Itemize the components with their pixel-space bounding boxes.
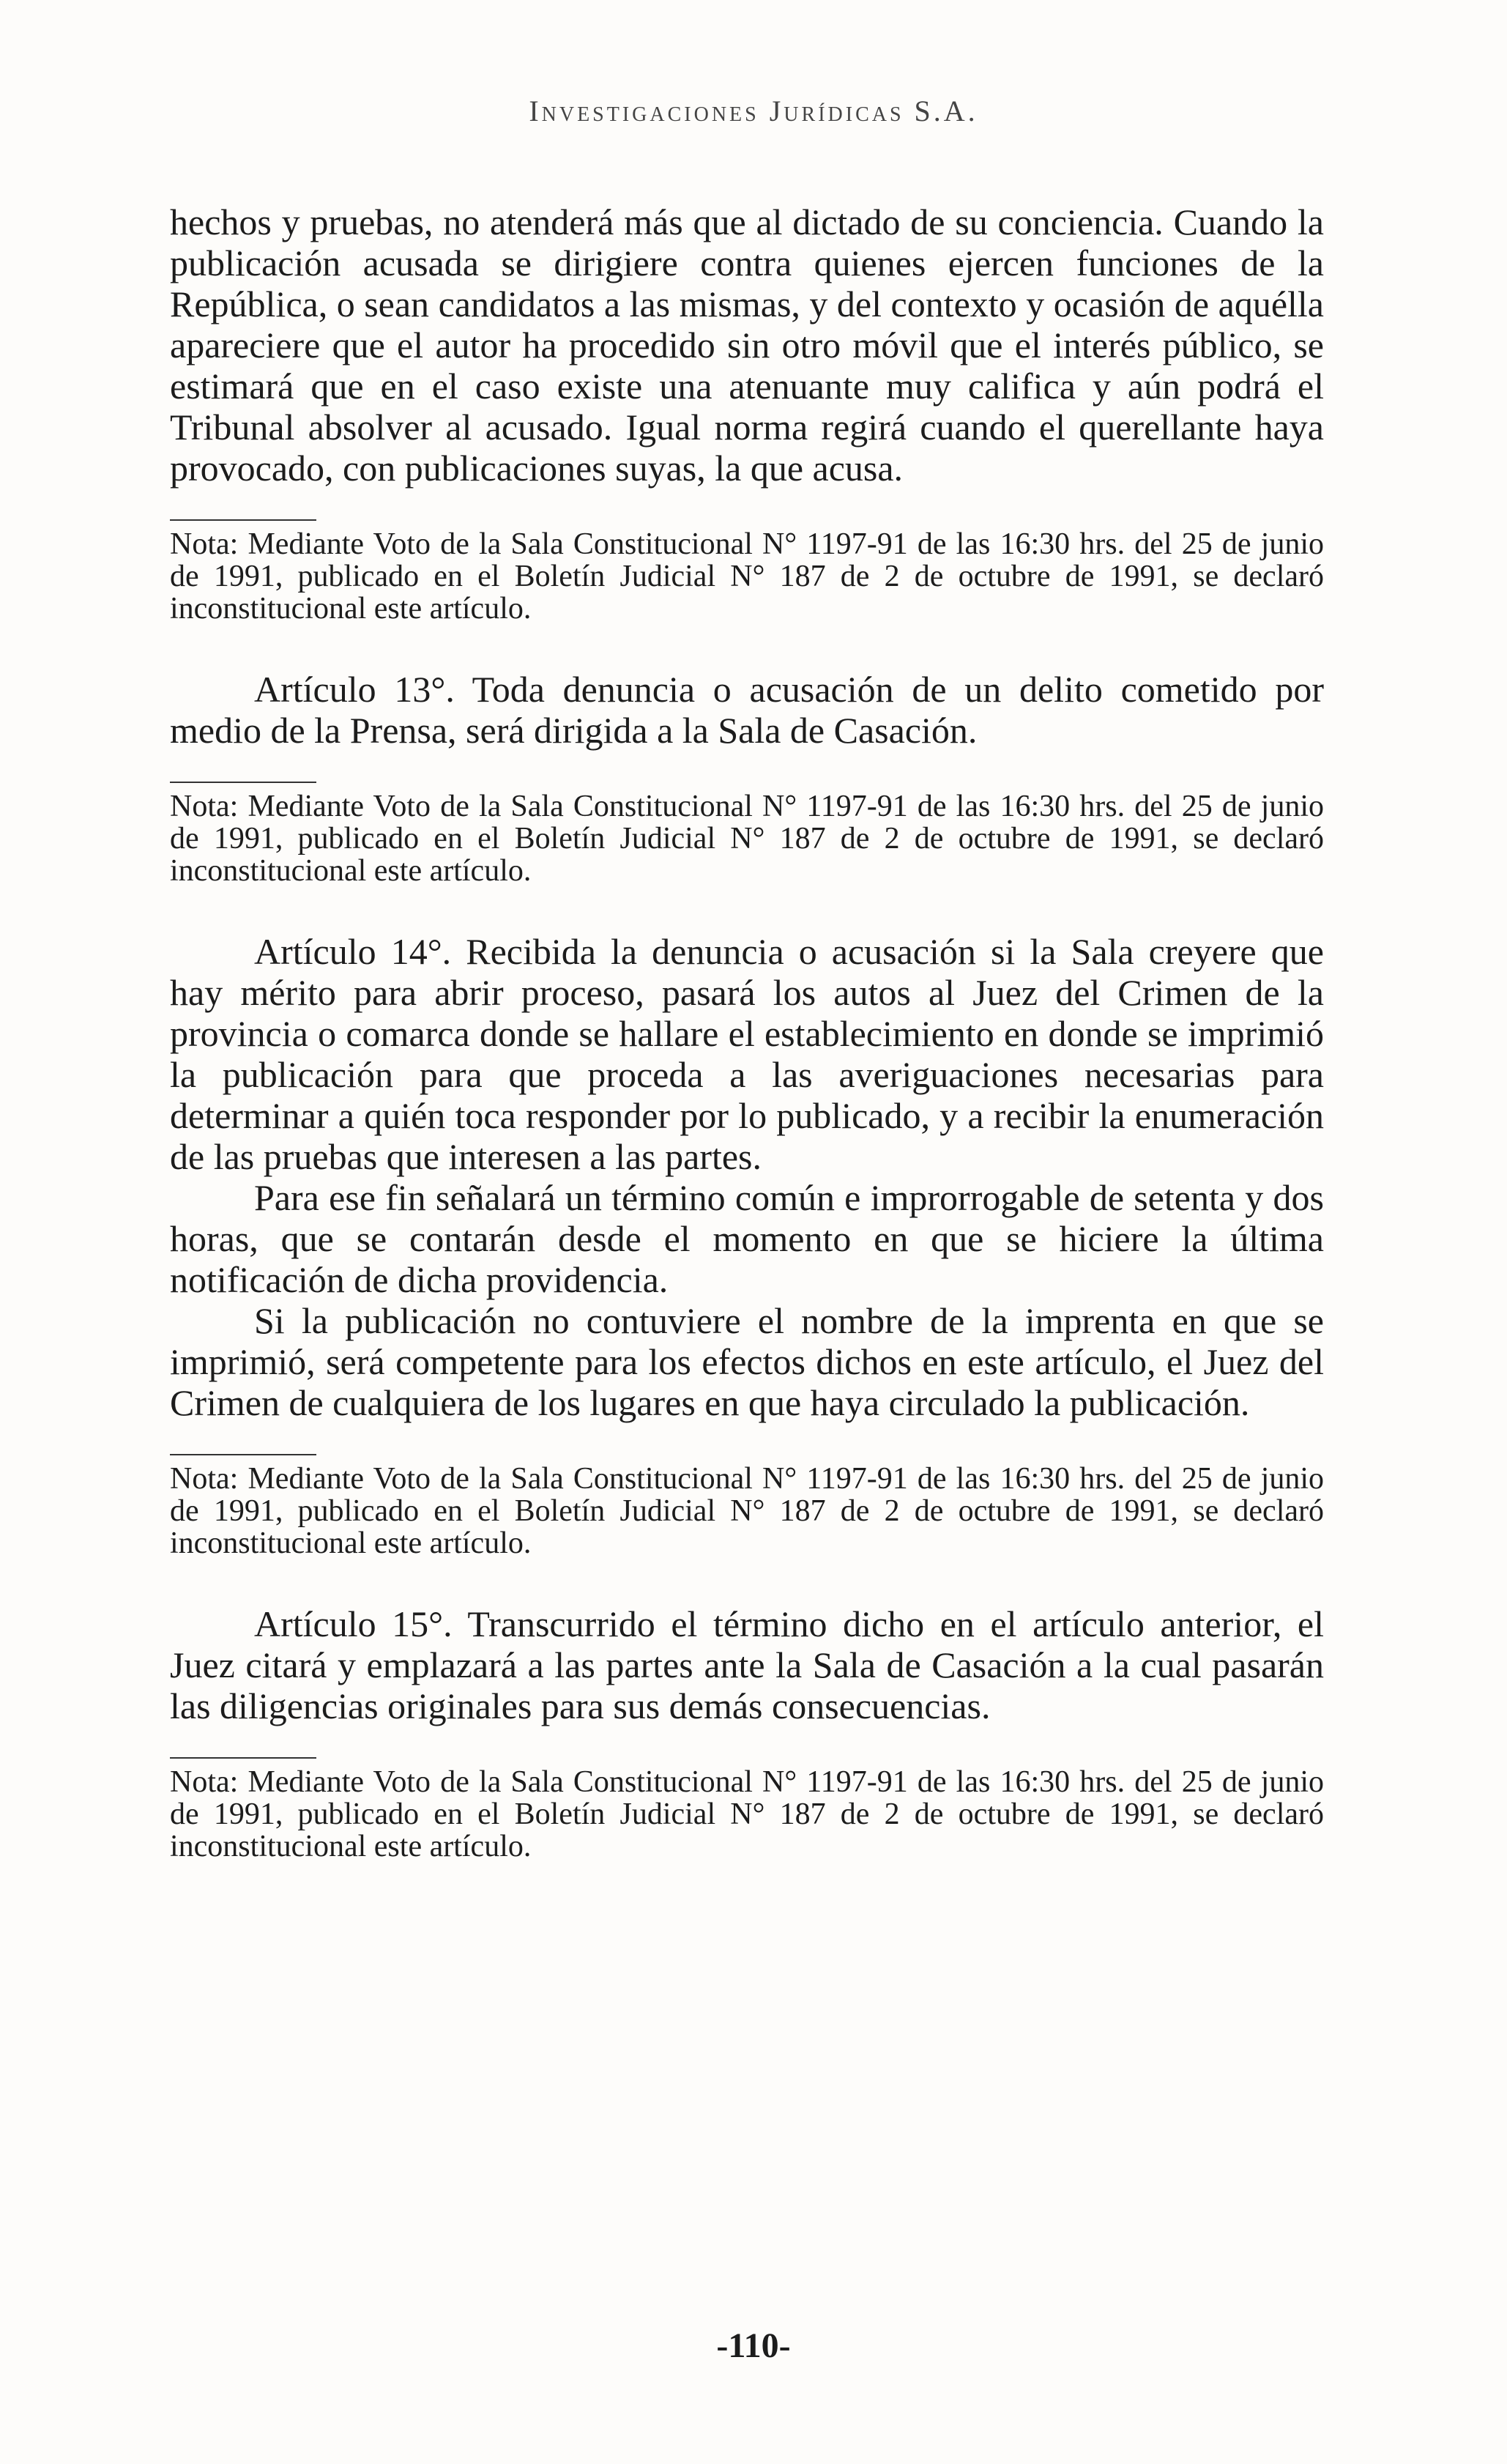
footnote-3 [170, 1454, 1324, 1559]
article-14-paragraph-1: Artículo 14°. Recibida la denuncia o acusación si la Sala creyere que hay mérito para abrir proceso, pasará los autos al Juez del Crimen de la provincia o comarca donde se hallare el establecimiento en donde se imprimió la publicación para que proceda a las averiguaciones necesarias para determinar a quién toca responder por lo publicado, y a recibir la enumeración de las pruebas que interesen a las partes. [170, 931, 1324, 1177]
footnote-text: Nota: Mediante Voto de la Sala Constitucional N° 1197-91 de las 16:30 hrs. del 25 de junio de 1991, publicado en el Boletín Judicial N° 187 de 2 de octubre de 1991, se declaró inconstitucional este artículo. [170, 790, 1324, 888]
footnote-rule [170, 519, 316, 521]
footnote-1 [170, 519, 1324, 625]
footnote-4 [170, 1757, 1324, 1863]
running-header: Investigaciones Jurídicas S.A. [529, 94, 978, 127]
article-14-paragraph-3: Si la publicación no contuviere el nombre de la imprenta en que se imprimió, será competente para los efectos dichos en este artículo, el Juez del Crimen de cualquiera de los lugares en que haya circulado la publicación. [170, 1300, 1324, 1423]
article-15: Artículo 15°. Transcurrido el término dicho en el artículo anterior, el Juez citará y emplazará a las partes ante la Sala de Casación a la cual pasarán las diligencias originales para sus demás consecuencias. [170, 1603, 1324, 1726]
page-number: -110- [716, 2326, 791, 2365]
footnote-rule [170, 1757, 316, 1759]
footnote-text: Nota: Mediante Voto de la Sala Constitucional N° 1197-91 de las 16:30 hrs. del 25 de junio de 1991, publicado en el Boletín Judicial N° 187 de 2 de octubre de 1991, se declaró inconstitucional este artículo. [170, 1462, 1324, 1560]
article-13: Artículo 13°. Toda denuncia o acusación de un delito cometido por medio de la Prensa, será dirigida a la Sala de Casación. [170, 669, 1324, 751]
footnote-text: Nota: Mediante Voto de la Sala Constitucional N° 1197-91 de las 16:30 hrs. del 25 de junio de 1991, publicado en el Boletín Judicial N° 187 de 2 de octubre de 1991, se declaró inconstitucional este artículo. [170, 1765, 1324, 1863]
footnote-rule [170, 1454, 316, 1455]
article-14-paragraph-2: Para ese fin señalará un término común e improrrogable de setenta y dos horas, que se contarán desde el momento en que se hiciere la última notificación de dicha providencia. [170, 1177, 1324, 1300]
footnote-text: Nota: Mediante Voto de la Sala Constitucional N° 1197-91 de las 16:30 hrs. del 25 de junio de 1991, publicado en el Boletín Judicial N° 187 de 2 de octubre de 1991, se declaró inconstitucional este artículo. [170, 527, 1324, 626]
footnote-2 [170, 782, 1324, 887]
intro-paragraph: hechos y pruebas, no atenderá más que al dictado de su conciencia. Cuando la publicación acusada se dirigiere contra quienes ejercen funciones de la República, o sean candidatos a las mismas, y del contexto y ocasión de aquélla apareciere que el autor ha procedido sin otro móvil que el interés público, se estimará que en el caso existe una atenuante muy califica y aún podrá el Tribunal absolver al acusado. Igual norma regirá cuando el querellante haya provocado, con publicaciones suyas, la que acusa. [170, 201, 1324, 489]
footnote-rule [170, 782, 316, 783]
body-text [170, 201, 1324, 1907]
